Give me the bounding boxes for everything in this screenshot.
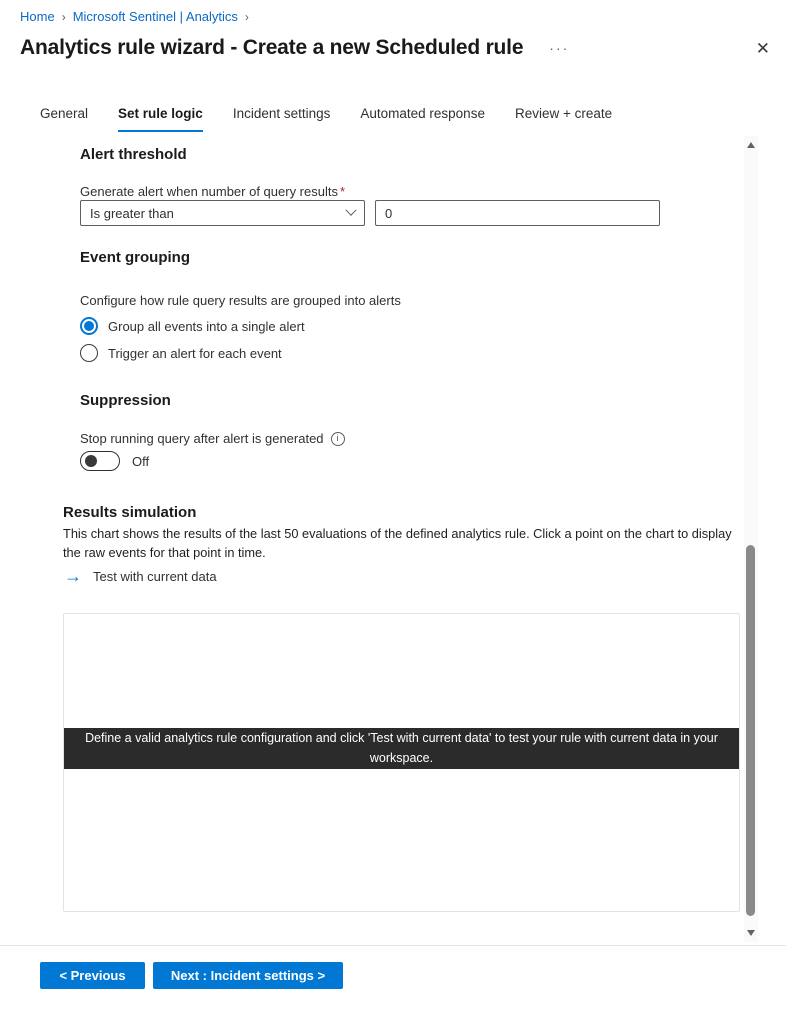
- event-grouping-description: Configure how rule query results are grouped into alerts: [80, 293, 401, 308]
- toggle-state-label: Off: [132, 453, 150, 469]
- tab-general[interactable]: General: [40, 106, 89, 121]
- breadcrumb: [20, 9, 249, 24]
- breadcrumb-link-sentinel-analytics[interactable]: Microsoft Sentinel | Analytics: [72, 9, 238, 24]
- title-row: [20, 36, 770, 60]
- generate-alert-label: [80, 184, 345, 199]
- breadcrumb-link-home[interactable]: Home: [20, 9, 55, 24]
- results-simulation-description: This chart shows the results of the last 50 evaluations of the defined analytics rule. Click a point on the chart to display the raw events for that point in time.: [63, 526, 732, 561]
- suppression-label: Stop running query after alert is generated: [80, 431, 324, 446]
- operator-dropdown-value: Is greater than: [90, 205, 174, 221]
- threshold-value-input[interactable]: [375, 200, 660, 226]
- close-icon[interactable]: ✕: [755, 38, 770, 58]
- radio-unselected-icon: [80, 344, 98, 362]
- radio-label: Group all events into a single alert: [108, 318, 305, 334]
- radio-group-single-alert[interactable]: [80, 317, 305, 335]
- event-grouping-heading: Event grouping: [80, 249, 190, 266]
- radio-label: Trigger an alert for each event: [108, 345, 282, 361]
- info-icon[interactable]: i: [331, 432, 345, 446]
- test-link-label: Test with current data: [93, 568, 217, 584]
- footer-divider: [0, 945, 786, 946]
- suppression-label-row: [80, 431, 345, 446]
- scroll-up-icon[interactable]: [747, 142, 755, 148]
- suppression-toggle-row: [80, 451, 149, 471]
- suppression-toggle[interactable]: [80, 451, 120, 471]
- previous-button[interactable]: < Previous: [40, 962, 145, 989]
- radio-trigger-each-event[interactable]: [80, 344, 282, 362]
- arrow-right-icon: →: [64, 566, 82, 586]
- suppression-heading: Suppression: [80, 392, 171, 409]
- tab-set-rule-logic[interactable]: Set rule logic: [118, 106, 203, 132]
- chevron-right-icon: ›: [244, 10, 249, 24]
- wizard-tabs: [40, 106, 612, 132]
- scrollbar-thumb[interactable]: [746, 545, 755, 916]
- toggle-knob: [85, 455, 97, 467]
- results-simulation-chart[interactable]: [63, 613, 740, 912]
- operator-dropdown[interactable]: [80, 200, 365, 226]
- alert-threshold-heading: Alert threshold: [80, 146, 187, 163]
- tab-automated-response[interactable]: Automated response: [360, 106, 485, 121]
- next-incident-settings-button[interactable]: Next : Incident settings >: [153, 962, 343, 989]
- scroll-down-icon[interactable]: [747, 930, 755, 936]
- chevron-down-icon: [345, 205, 356, 216]
- chart-empty-state-banner: Define a valid analytics rule configuration and click 'Test with current data' to test your rule with current data in your workspace.: [64, 728, 739, 769]
- results-simulation-heading: Results simulation: [63, 504, 197, 521]
- more-options-icon[interactable]: ···: [549, 40, 570, 56]
- tab-review-create[interactable]: Review + create: [514, 106, 613, 121]
- tab-incident-settings[interactable]: Incident settings: [232, 106, 331, 121]
- required-marker: *: [339, 184, 346, 199]
- radio-selected-icon: [80, 317, 98, 335]
- chevron-right-icon: ›: [61, 10, 66, 24]
- page-title: Analytics rule wizard - Create a new Scheduled rule: [20, 36, 524, 59]
- content-scrollbar[interactable]: [744, 136, 758, 942]
- generate-alert-label-text: Generate alert when number of query results: [80, 184, 338, 199]
- test-with-current-data-link[interactable]: [64, 567, 217, 585]
